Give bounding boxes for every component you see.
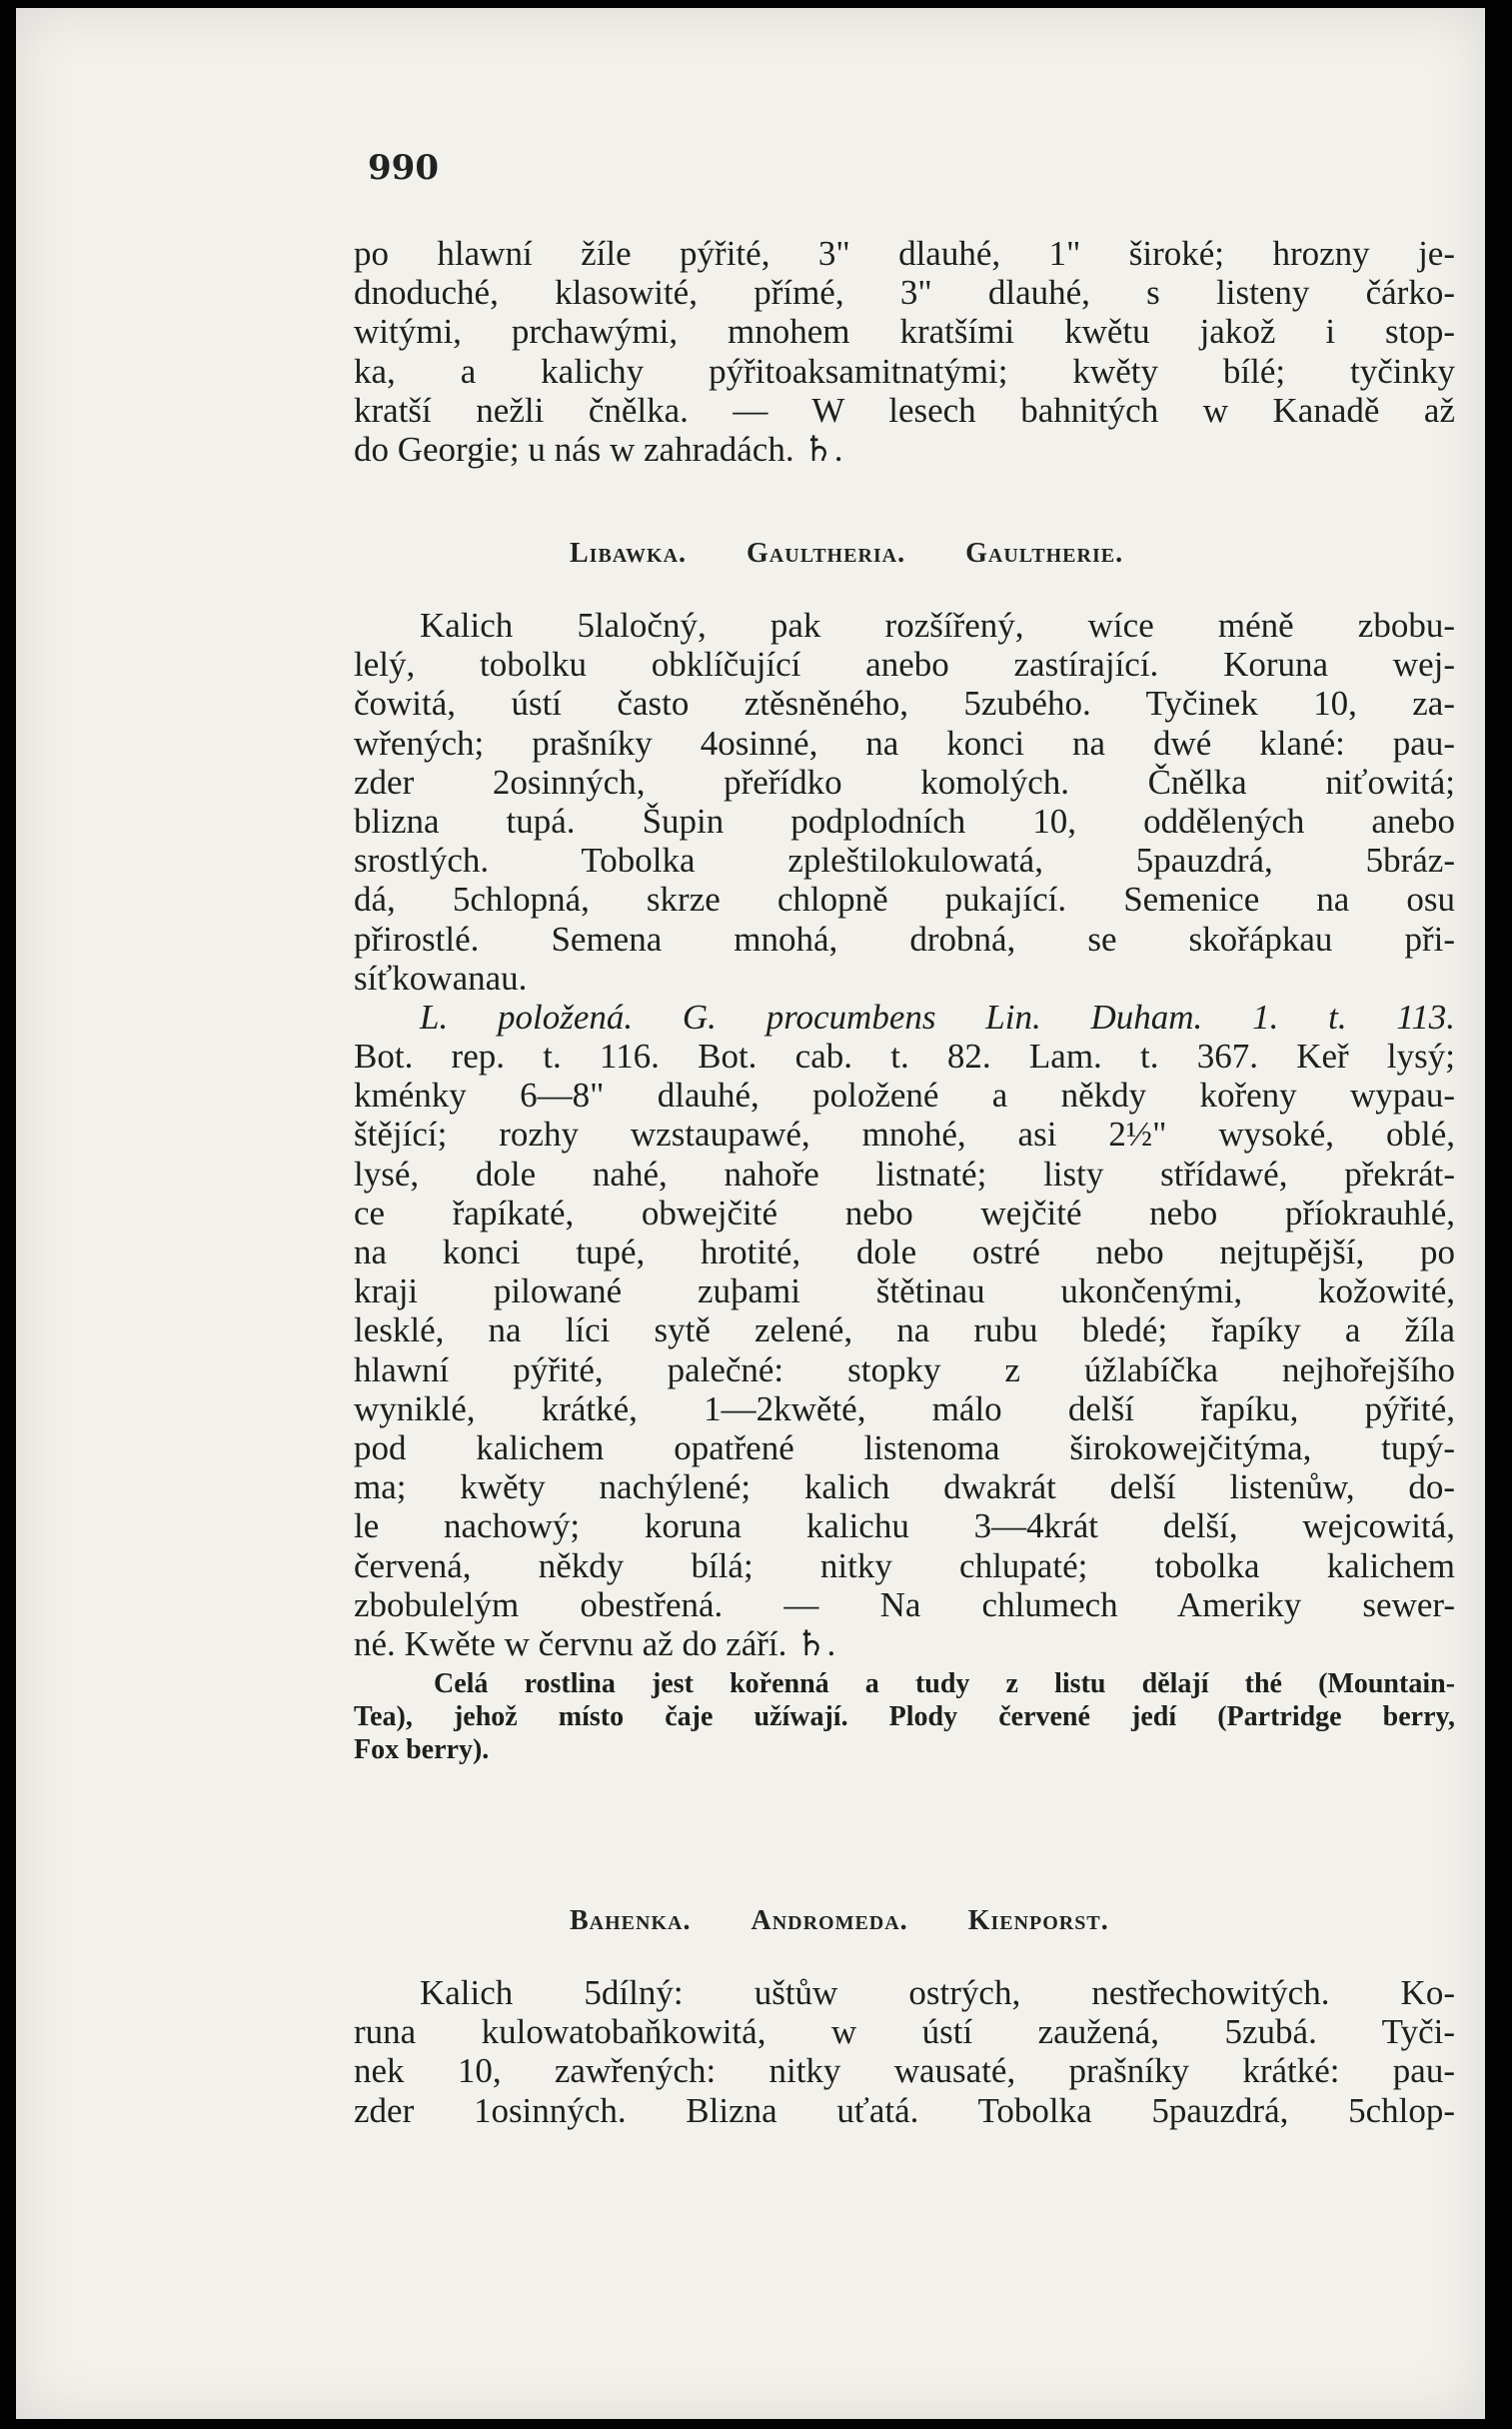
text-line: né. Kwěte w červnu až do září. ♄. (354, 1623, 836, 1663)
text-line: zder 2osinných, přeřídko komolých. Čnělka niťowitá; (354, 762, 1455, 802)
genus-heading-gaultheria (570, 538, 1123, 570)
text-line: štějící; rozhy wzstaupawé, mnohé, asi 2½" wysoké, oblé, (354, 1115, 1455, 1155)
footnote-line: Fox berry). (354, 1734, 490, 1765)
book-page (16, 8, 1485, 2419)
text-line: kratší nežli čnělka. — W lesech bahnitých w Kanadě až (354, 390, 1455, 430)
text-line: witými, prchawými, mnohem kratšími kwětu jakož i stop- (354, 312, 1455, 352)
text-line: blizna tupá. Šupin podplodních 10, oddělených anebo (354, 801, 1455, 841)
text-line: le nachowý; koruna kalichu 3—4krát delší, wejcowitá, (354, 1506, 1455, 1546)
text-line: wřených; prašníky 4osinné, na konci na dwé klané: pau- (354, 723, 1455, 763)
text-line: Bot. rep. t. 116. Bot. cab. t. 82. Lam. t. 367. Keř lysý; (354, 1037, 1455, 1077)
genus-name-german: Gaultherie. (965, 538, 1124, 569)
text-line: ce řapíkaté, obwejčité nebo wejčité nebo příokrauhlé, (354, 1193, 1455, 1232)
text-line: zder 1osinných. Blizna uťatá. Tobolka 5pauzdrá, 5chlop- (354, 2090, 1455, 2130)
text-line: do Georgie; u nás w zahradách. ♄. (354, 429, 843, 469)
text-line: lesklé, na líci sytě zelené, na rubu bledé; řapíky a žíla (354, 1310, 1455, 1350)
text-line: síťkowanau. (354, 958, 528, 998)
genus-description-andromeda (354, 1973, 1455, 2130)
text-line: lysé, dole nahé, nahoře listnaté; listy střídawé, překrát- (354, 1154, 1455, 1194)
genus-heading-andromeda (570, 1905, 1109, 1937)
text-line: pod kalichem opatřené listenoma širokowejčitýma, tupý- (354, 1427, 1455, 1467)
species-title-line: L. položená. G. procumbens Lin. Duham. 1. t. 113. (420, 997, 1455, 1037)
text-line: čowitá, ústí často ztěsněného, 5zubého. Tyčinek 10, za- (354, 684, 1455, 724)
text-line: kraji pilowané zuþami štětinau ukončenými, kožowité, (354, 1271, 1455, 1311)
genus-name-czech: Bahenka. (570, 1905, 692, 1936)
page-number: 990 (368, 148, 439, 188)
text-line: kménky 6—8" dlauhé, položené a někdy kořeny wypau- (354, 1076, 1455, 1116)
text-line: přirostlé. Semena mnohá, drobná, se skořápkau při- (354, 919, 1455, 959)
text-line: lelý, tobolku obklíčující anebo zastírající. Koruna wej- (354, 645, 1455, 685)
genus-name-latin: Andromeda. (751, 1905, 908, 1936)
text-line: dnoduché, klasowité, přímé, 3" dlauhé, s listeny čárko- (354, 273, 1455, 313)
genus-name-german: Kienporst. (967, 1905, 1109, 1936)
text-line: Kalich 5dílný: uštůw ostrých, nestřechowitých. Ko- (420, 1973, 1455, 2012)
text-line: dá, 5chlopná, skrze chlopně pukající. Semenice na osu (354, 880, 1455, 920)
text-line: Kalich 5laločný, pak rozšířený, wíce méně zbobu- (420, 606, 1455, 645)
species-description-continuation (354, 234, 1455, 469)
genus-name-czech: Libawka. (570, 538, 688, 569)
text-line: zbobulelým obestřená. — Na chlumech Ameriky sewer- (354, 1584, 1455, 1624)
text-line: runa kulowatobaňkowitá, w ústí zaužená, 5zubá. Tyči- (354, 2012, 1455, 2052)
genus-name-latin: Gaultheria. (747, 538, 906, 569)
text-line: po hlawní žíle pýřité, 3" dlauhé, 1" široké; hrozny je- (354, 234, 1455, 273)
footnote-line: Celá rostlina jest kořenná a tudy z listu dělají thé (Mountain- (434, 1668, 1455, 1699)
text-line: srostlých. Tobolka zpleštilokulowatá, 5pauzdrá, 5bráz- (354, 841, 1455, 881)
text-line: ka, a kalichy pýřitoaksamitnatými; kwěty bílé; tyčinky (354, 351, 1455, 391)
text-line: wyniklé, krátké, 1—2kwěté, málo delší řapíku, pýřité, (354, 1388, 1455, 1428)
footnote-block (354, 1667, 1455, 1766)
footnote-line: Tea), jehož místo čaje užíwají. Plody červené jedí (Partridge berry, (354, 1701, 1455, 1732)
text-line: červená, někdy bílá; nitky chlupaté; tobolka kalichem (354, 1545, 1455, 1585)
text-line: na konci tupé, hrotité, dole ostré nebo nejtupější, po (354, 1232, 1455, 1271)
text-line: ma; kwěty nachýlené; kalich dwakrát delší listenůw, do- (354, 1467, 1455, 1507)
genus-description-gaultheria (354, 606, 1455, 1663)
text-line: nek 10, zawřených: nitky wausaté, prašníky krátké: pau- (354, 2051, 1455, 2091)
text-line: hlawní pýřité, palečné: stopky z úžlabíčka nejhořejšího (354, 1349, 1455, 1389)
